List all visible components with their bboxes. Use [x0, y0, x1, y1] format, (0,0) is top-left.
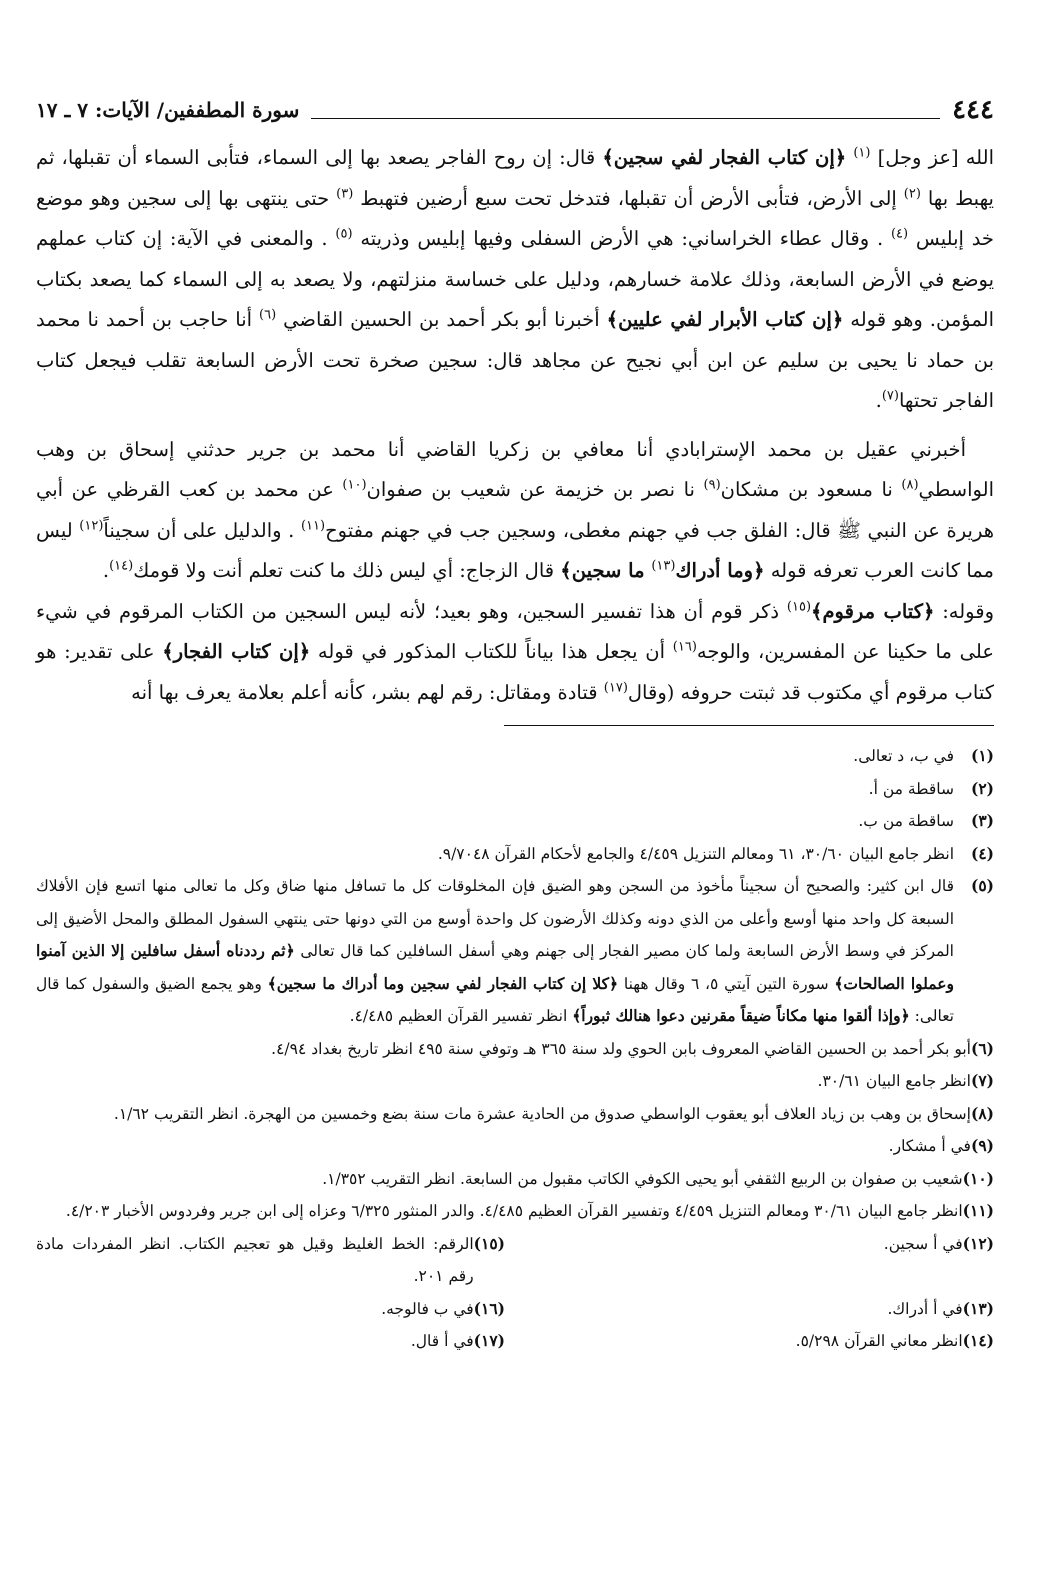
- quran-quote: ﴿إن كتاب الأبرار لفي عليين﴾: [606, 308, 844, 331]
- footnote-number: (٢): [970, 778, 994, 798]
- quran-quote: ﴿إن كتاب الفجار لفي سجين﴾: [602, 146, 847, 169]
- footnote-number: (١٧): [473, 1331, 505, 1350]
- footnote-ref: (١٧): [603, 680, 628, 695]
- footnote-number: (٧): [970, 1071, 994, 1090]
- footnote-number: (٥): [970, 876, 994, 895]
- footnote-9: [36, 1130, 994, 1163]
- footnote-text: في أ قال.: [410, 1332, 474, 1350]
- footnote-8: [36, 1098, 994, 1131]
- footnote-number: (١٥): [473, 1233, 505, 1253]
- page-header: [36, 88, 994, 124]
- running-title: سورة المطففين/ الآيات: ٧ ـ ١٧: [36, 98, 300, 122]
- footnote-number: (٤): [970, 843, 994, 863]
- footnote-ref: (١٤): [109, 558, 134, 574]
- footnote-12: [525, 1228, 994, 1293]
- footnote-ref: (٩): [703, 477, 721, 493]
- footnote-text: انظر جامع البيان ٣٠/٦١.: [817, 1072, 971, 1090]
- footnote-ref: (٢): [903, 186, 921, 201]
- text-run: وهو يجمع الضيق والسفول كما قال تعالى:: [36, 974, 954, 1025]
- main-text: [36, 138, 994, 713]
- footnotes: [36, 740, 994, 1358]
- footnote-4: [36, 838, 994, 871]
- footnote-3: [36, 805, 994, 838]
- footnote-15: [36, 1228, 505, 1293]
- footnote-17: [36, 1325, 505, 1358]
- text-run: .: [875, 389, 882, 412]
- text-run: على تقدير: هو كتاب مرقوم أي مكتوب قد ثبتت حروفه (وقال: [36, 640, 994, 704]
- paragraph-3: [36, 592, 994, 714]
- text-run: أخبرنا أبو بكر أحمد بن الحسين القاضي: [276, 308, 607, 331]
- footnote-6: [36, 1033, 994, 1066]
- footnote-ref: (٧): [881, 388, 899, 404]
- footnote-text: في أ مشكار.: [888, 1137, 971, 1155]
- footnote-text: ساقطة من أ.: [868, 779, 954, 798]
- footnote-text: في ب فالوجه.: [381, 1299, 474, 1318]
- footnote-ref: (٨): [901, 477, 919, 493]
- footnote-ref: (٦): [259, 307, 277, 323]
- text-run: أن يجعل هذا بياناً للكتاب المذكور في قوله: [310, 640, 673, 663]
- quran-quote: ﴿ثم رددناه أسفل سافلين إلا الذين آمنوا وعملوا الصالحات﴾: [36, 941, 954, 993]
- footnote-text: إسحاق بن وهب بن زياد العلاف أبو يعقوب الواسطي صدوق من الحادية عشرة مات سنة بضع وخمسين من الهجرة. انظر التقريب ١/٦٢.: [113, 1104, 971, 1123]
- footnote-13: [525, 1293, 994, 1326]
- footnote-ref: (٥): [335, 226, 353, 242]
- footnote-number: (١١): [962, 1201, 994, 1220]
- footnote-text: [36, 870, 954, 1033]
- footnote-separator: [504, 725, 994, 726]
- footnote-ref: (١٢): [79, 518, 104, 533]
- footnote-text: انظر معاني القرآن ٥/٢٩٨.: [795, 1332, 963, 1350]
- paragraph-1: [36, 138, 994, 422]
- footnote-number: (٦): [970, 1038, 994, 1058]
- footnote-ref: (١٣): [651, 558, 676, 574]
- footnote-text: ساقطة من ب.: [858, 812, 954, 830]
- quran-quote: ما سجين﴾: [560, 559, 652, 582]
- footnote-number: (١٢): [962, 1233, 994, 1253]
- text-run: قتادة ومقاتل: رقم لهم بشر، كأنه أعلم بعلامة يعرف بها أنه: [131, 680, 604, 704]
- text-run: قال: إن روح الفاجر يصعد بها إلى السماء، فتأبى السماء أن تقبلها، ثم يهبط بها: [36, 146, 994, 210]
- footnote-text: في أ سجين.: [883, 1234, 963, 1253]
- text-run: قال الزجاج: أي ليس ذلك ما كنت تعلم أنت ولا قومك: [133, 559, 561, 582]
- header-rule: [311, 118, 940, 119]
- footnote-text: انظر جامع البيان ٣٠/٦٠، ٦١ ومعالم التنزيل ٤/٤٥٩ والجامع لأحكام القرآن ٩/٧٠٤٨.: [437, 844, 954, 863]
- footnote-text: انظر جامع البيان ٣٠/٦١ ومعالم التنزيل ٤/٤٥٩ وتفسير القرآن العظيم ٤/٤٨٥. والدر المنثور ٦/٣٢٥ وعزاه إلى ابن جرير وفردوس الأخبار ٤/٢٠٣.: [65, 1202, 963, 1220]
- text-run: أخبرني عقيل بن محمد الإسترابادي أنا معافي بن زكريا القاضي أنا محمد بن جرير حدثني إسحاق بن وهب الواسطي: [36, 437, 994, 501]
- text-run: الله [عز وجل]: [870, 146, 994, 169]
- footnote-text: في أ أدراك.: [887, 1299, 963, 1318]
- footnote-ref: (١): [853, 145, 871, 161]
- quran-quote: ﴿كلا إن كتاب الفجار لفي سجين وما أدراك ما سجين﴾: [267, 973, 619, 993]
- quran-quote: ﴿كتاب مرقوم﴾: [811, 599, 935, 623]
- footnote-14: [525, 1325, 994, 1358]
- footnote-1: [36, 740, 994, 773]
- text-run: نا مسعود بن مشكان: [720, 478, 902, 501]
- quran-quote: ﴿إن كتاب الفجار﴾: [162, 640, 311, 663]
- footnote-text: شعيب بن صفوان بن الربيع الثقفي أبو يحيى الكوفي الكاتب مقبول من السابعة. انظر التقريب ١/٣٥٢.: [322, 1169, 963, 1188]
- footnote-ref: (١٦): [672, 639, 697, 655]
- text-run: أنا حاجب بن أحمد نا محمد بن حماد نا يحيى بن سليم عن ابن أبي نجيح عن مجاهد قال: سجين صخرة تحت الأرض السابعة تقلب فيجعل كتاب الفاجر تحتها: [36, 308, 994, 412]
- text-run: . والدليل على أن سجيناً: [103, 518, 301, 542]
- text-run: قال ابن كثير: والصحيح أن سجيناً مأخوذ من السجن وهو الضيق فإن المخلوقات كل ما تسافل منها ضاق وكل ما تعالى منها اتسع فإن الأفلاك السبعة كل واحد منها أوسع وأعلى من الذي دونه وكذلك الأرضون كل واحدة أوسع من التي دونها حتى ينتهي السفول المطلق والمحل الأضيق إلى المركز في وسط الأرض السابعة ولما كان مصير الفجار إلى جهنم وهي أسفل السافلين كما قال تعالى: [36, 877, 954, 960]
- footnote-ref: (١٠): [342, 477, 367, 493]
- footnote-16: [36, 1293, 505, 1326]
- footnotes-two-column: [36, 1228, 994, 1358]
- footnote-number: (١٦): [473, 1298, 505, 1318]
- text-run: . وقال عطاء الخراساني: هي الأرض السفلى وفيها إبليس وذريته: [352, 227, 891, 250]
- footnote-ref: (٤): [890, 226, 909, 242]
- footnote-number: (١٤): [962, 1331, 994, 1350]
- footnote-number: (٣): [970, 811, 994, 830]
- text-run: عن محمد بن كعب القرظي عن أبي هريرة عن النبي ﷺ قال: الفلق جب في جهنم مغطى، وسجين جب في جهنم مفتوح: [36, 478, 994, 542]
- paragraph-2: [36, 430, 994, 592]
- footnote-7: [36, 1065, 994, 1098]
- footnote-number: (١٣): [962, 1298, 994, 1318]
- footnote-text: أبو بكر أحمد بن الحسين القاضي المعروف بابن الحوي ولد سنة ٣٦٥ هـ وتوفي سنة ٤٩٥ انظر تاريخ بغداد ٤/٩٤.: [271, 1039, 971, 1058]
- footnote-number: (٩): [970, 1136, 994, 1155]
- text-run: انظر تفسير القرآن العظيم ٤/٤٨٥.: [349, 1007, 573, 1025]
- footnote-number: (١٠): [962, 1168, 994, 1188]
- footnote-ref: (٣): [336, 186, 354, 201]
- footnote-number: (١): [970, 746, 994, 765]
- text-run: نا نصر بن خزيمة عن شعيب بن صفوان: [366, 478, 704, 501]
- footnote-text: الرقم: الخط الغليظ وقيل هو تعجيم الكتاب. انظر المفردات مادة رقم ٢٠١.: [36, 1234, 474, 1285]
- footnote-2: [36, 773, 994, 806]
- footnote-5: [36, 870, 994, 1033]
- quran-quote: ﴿وما أدراك: [675, 559, 765, 582]
- footnote-ref: (١١): [300, 518, 326, 533]
- footnote-text: في ب، د تعالى.: [853, 747, 954, 765]
- text-run: وقوله:: [934, 599, 994, 623]
- footnote-10: [36, 1163, 994, 1196]
- text-run: .: [102, 559, 110, 582]
- text-run: سورة التين آيتي ٥، ٦ وقال ههنا: [618, 974, 835, 993]
- page-number: ٤٤٤: [952, 95, 994, 125]
- text-run: حتى ينتهى بها إلى سجين وهو موضع خد إبليس: [36, 186, 994, 250]
- footnote-number: (٨): [970, 1103, 994, 1123]
- quran-quote: ﴿وإذا ألقوا منها مكاناً ضيقاً مقرنين دعوا هنالك ثبوراً﴾: [572, 1006, 910, 1025]
- text-run: إلى الأرض، فتأبى الأرض أن تقبلها، فتدخل تحت سبع أرضين فتهبط: [353, 186, 904, 210]
- text-run: ذكر قوم أن هذا تفسير السجين، وهو بعيد؛ لأنه ليس السجين من الكتاب المرقوم في شيء على ما حكينا عن المفسرين، والوجه: [36, 599, 994, 663]
- text-run: . والمعنى في الآية: إن كتاب عملهم يوضع في الأرض السابعة، وذلك علامة خسارهم، ودليل على خساسة منزلتهم، ولا يصعد به إلى السماء كما يصعد بكتاب المؤمن. وهو قوله: [36, 227, 994, 331]
- footnote-ref: (١٥): [786, 599, 812, 614]
- text-run: ليس مما كانت العرب تعرفه قوله: [36, 518, 994, 582]
- footnote-11: [36, 1195, 994, 1228]
